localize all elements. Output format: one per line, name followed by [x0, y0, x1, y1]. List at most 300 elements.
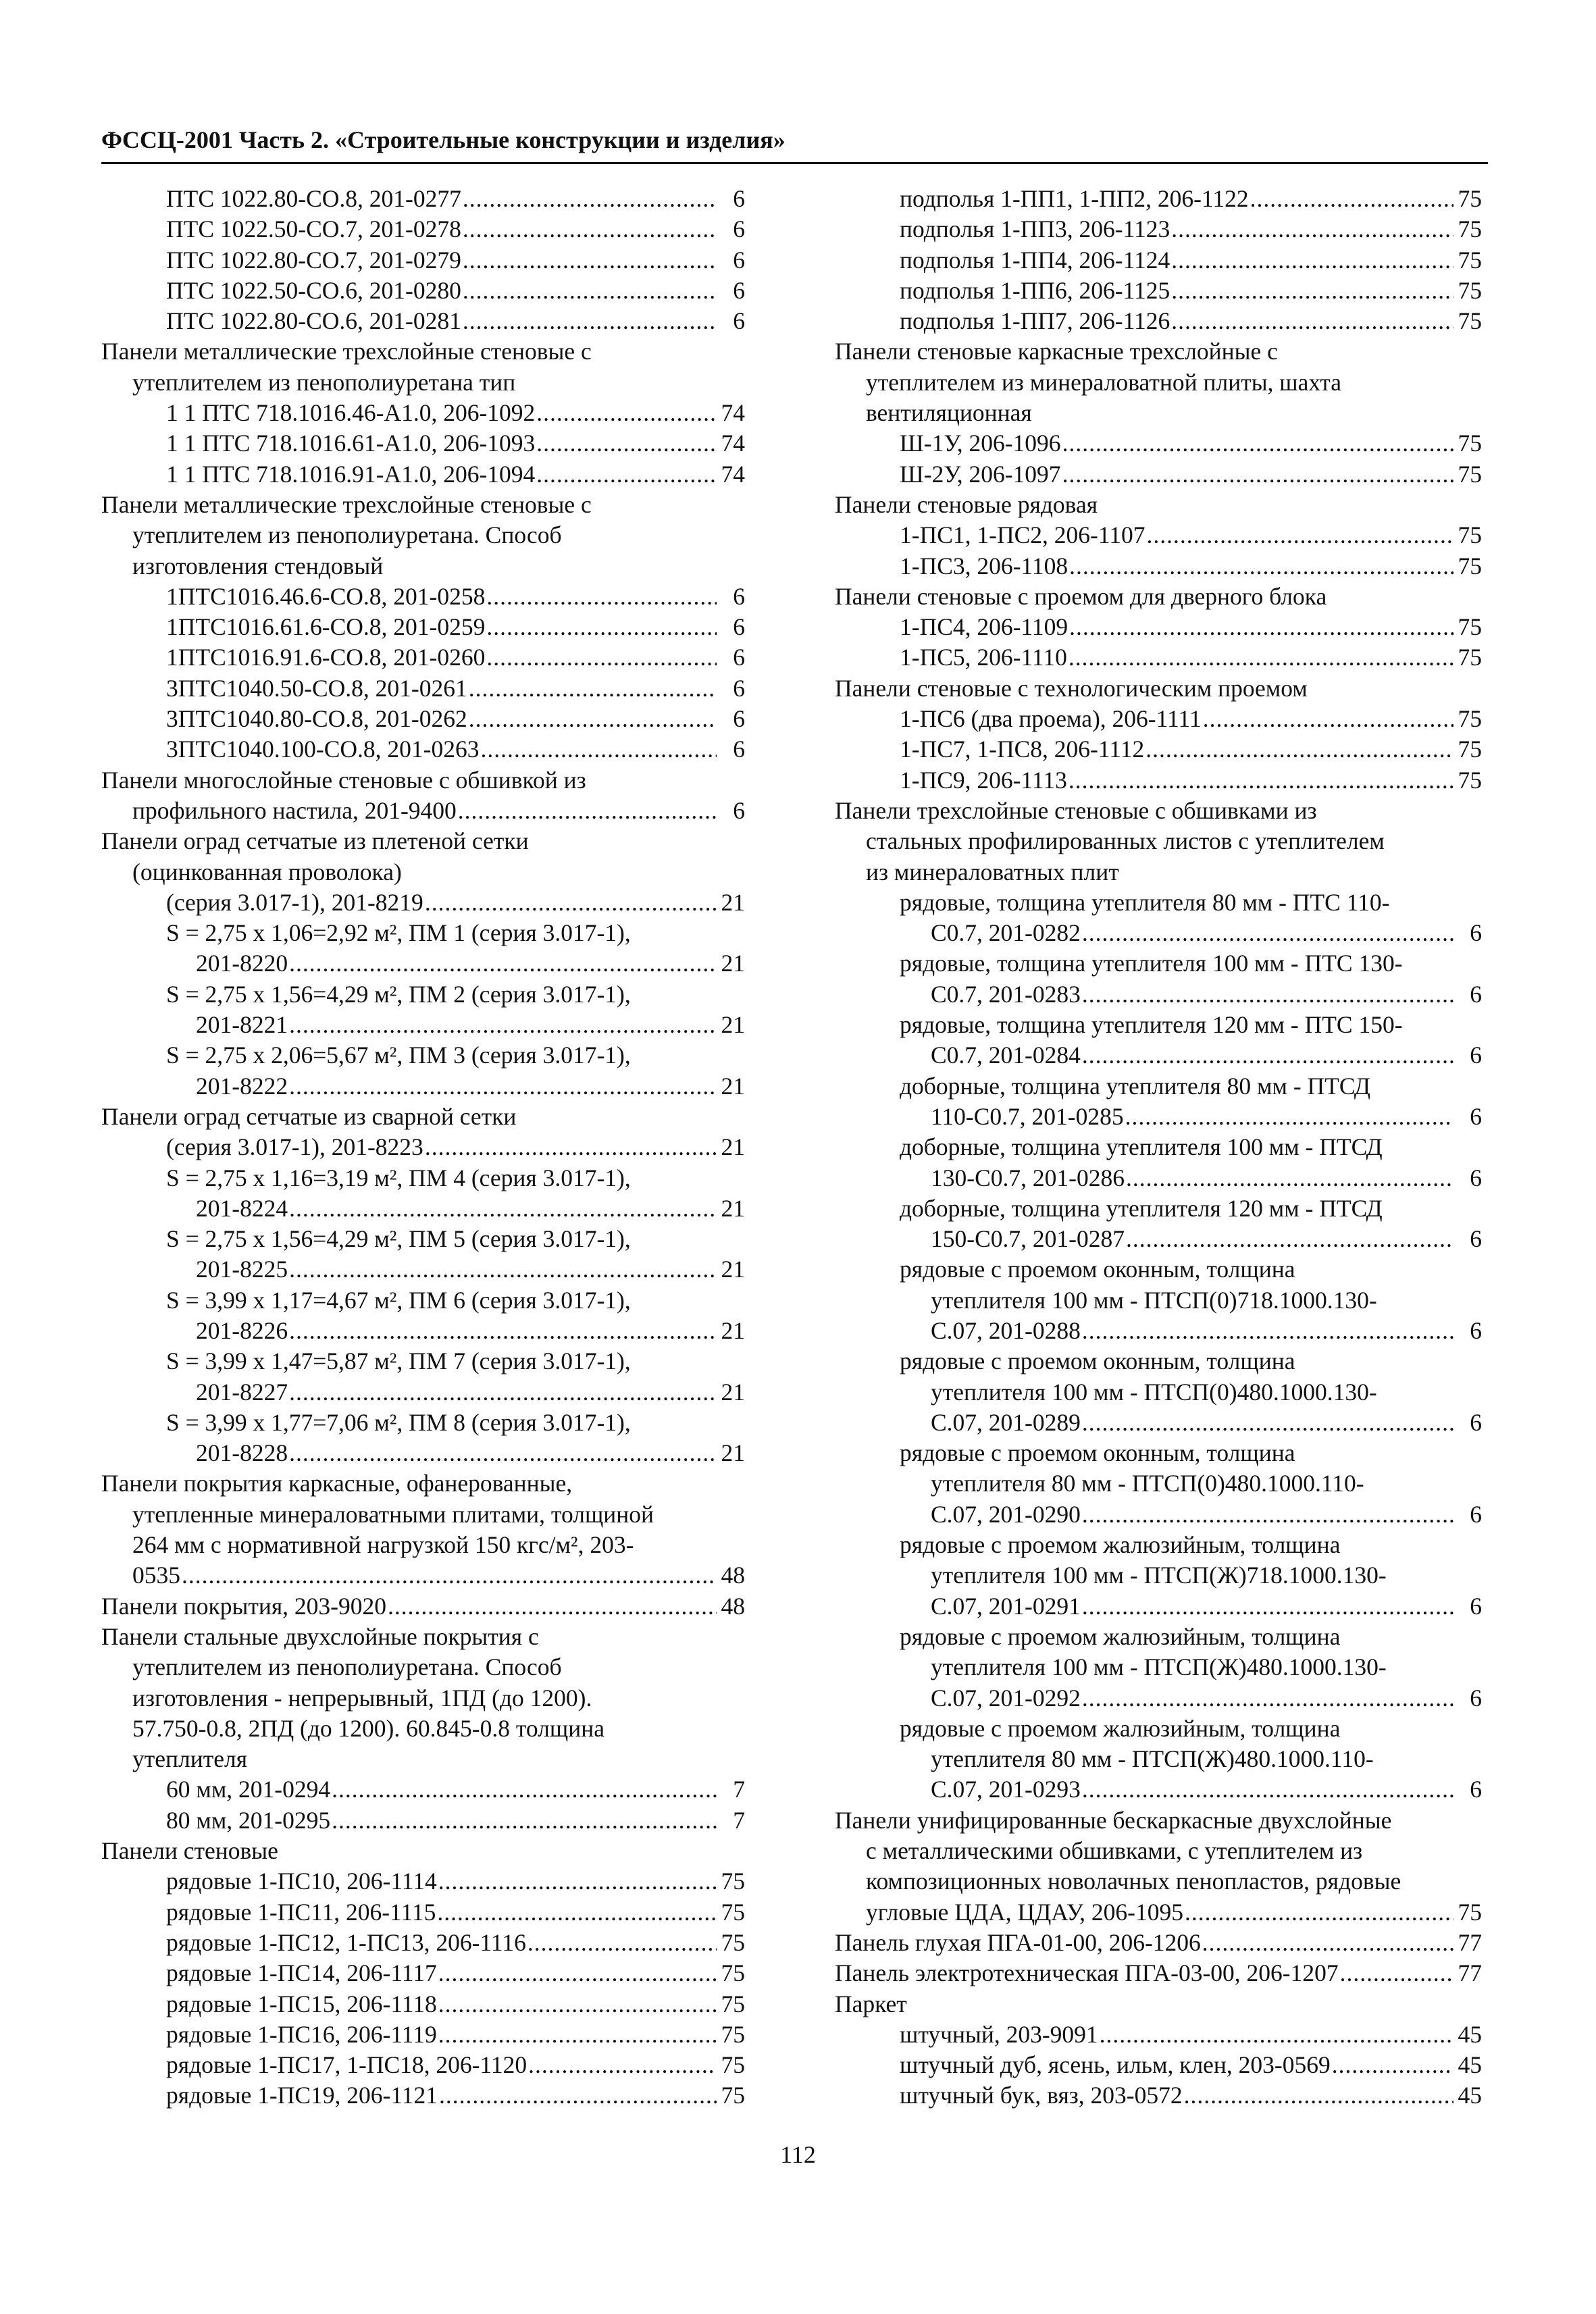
- dot-leader: [1171, 306, 1453, 336]
- index-entry: [101, 1071, 745, 1102]
- entry-text: 264 мм с нормативной нагрузкой 150 кгс/м², 203-: [132, 1531, 634, 1559]
- entry-text: 201-8227: [196, 1378, 288, 1406]
- entry-text: С.07, 201-0292: [931, 1684, 1081, 1712]
- entry-text: рядовые 1-ПС12, 1-ПС13, 206-1116: [166, 1928, 526, 1956]
- entry-text: S = 2,75 х 1,56=4,29 м², ПМ 5 (серия 3.017-1),: [166, 1225, 631, 1253]
- entry-text: рядовые 1-ПС11, 206-1115: [166, 1898, 436, 1926]
- index-heading: [835, 796, 1482, 826]
- dot-leader: [425, 888, 717, 918]
- entry-text: штучный дуб, ясень, ильм, клен, 203-0569: [900, 2051, 1331, 2079]
- page-ref: 21: [721, 1256, 745, 1283]
- dot-leader: [463, 245, 717, 276]
- index-heading: [835, 1346, 1482, 1377]
- entry-text: 1ПТС1016.61.6-СО.8, 201-0259: [166, 613, 486, 641]
- page-ref: 74: [721, 430, 745, 457]
- index-entry: [835, 1316, 1482, 1346]
- dot-leader: [463, 276, 717, 306]
- entry-text: Панель электротехническая ПГА-03-00, 206-1207: [835, 1959, 1339, 1987]
- page-ref: 75: [721, 1990, 745, 2017]
- entry-text: подполья 1-ПП3, 206-1123: [900, 215, 1170, 243]
- entry-text: ПТС 1022.50-СО.6, 201-0280: [166, 276, 461, 304]
- dot-leader: [1069, 642, 1453, 673]
- dot-leader: [1082, 1591, 1453, 1622]
- index-entry: [835, 1897, 1482, 1928]
- page-ref: 75: [721, 1928, 745, 1956]
- dot-leader: [289, 1193, 717, 1224]
- dot-leader: [458, 796, 717, 826]
- entry-text: 60 мм, 201-0294: [166, 1776, 331, 1803]
- entry-text: 201-8220: [196, 950, 288, 977]
- index-entry: [101, 612, 745, 642]
- index-column-right: [835, 184, 1482, 2111]
- index-entry: [835, 765, 1482, 796]
- index-entry: [101, 1377, 745, 1408]
- dot-leader: [437, 1897, 717, 1928]
- entry-text: с металлическими обшивками, с утеплителем из: [866, 1837, 1363, 1865]
- page-ref: 75: [1458, 552, 1482, 580]
- index-entry: [101, 1254, 745, 1285]
- index-heading: [835, 1622, 1482, 1652]
- dot-leader: [182, 1560, 717, 1591]
- index-entry: [101, 1989, 745, 2020]
- entry-text: композиционных новолачных пенопластов, рядовые: [866, 1868, 1401, 1895]
- entry-text: S = 2,75 х 2,06=5,67 м², ПМ 3 (серия 3.017-1),: [166, 1042, 631, 1069]
- entry-text: Панели многослойные стеновые с обшивкой из: [101, 766, 586, 794]
- entry-text: рядовые 1-ПС19, 206-1121: [166, 2082, 438, 2109]
- header-rule: [101, 162, 1488, 164]
- index-heading: [101, 490, 745, 520]
- page-ref: 6: [733, 736, 745, 763]
- page-ref: 75: [721, 1898, 745, 1926]
- page-ref: 21: [721, 950, 745, 977]
- index-entry: [101, 888, 745, 918]
- dot-leader: [1171, 214, 1453, 245]
- index-heading: [101, 520, 745, 550]
- dot-leader: [1082, 1499, 1453, 1530]
- entry-text: 1ПТС1016.91.6-СО.8, 201-0260: [166, 644, 486, 671]
- page-ref: 48: [721, 1592, 745, 1620]
- dot-leader: [463, 306, 717, 336]
- dot-leader: [469, 673, 717, 704]
- entry-text: изготовления стендовый: [132, 552, 384, 580]
- index-heading: [835, 490, 1482, 520]
- index-heading: [835, 1010, 1482, 1040]
- dot-leader: [1340, 1958, 1453, 1988]
- page-number: 112: [780, 2141, 816, 2168]
- dot-leader: [438, 1958, 717, 1988]
- index-entry: [101, 1591, 745, 1622]
- dot-leader: [1069, 612, 1453, 642]
- entry-text: из минераловатных плит: [866, 858, 1119, 885]
- index-heading: [101, 1346, 745, 1377]
- index-entry: [101, 1132, 745, 1162]
- entry-text: рядовые 1-ПС10, 206-1114: [166, 1868, 437, 1895]
- index-entry: [835, 2020, 1482, 2050]
- page-ref: 75: [1458, 766, 1482, 794]
- index-heading: [835, 948, 1482, 979]
- page-ref: 77: [1458, 1959, 1482, 1987]
- entry-text: утеплителем из пенополиуретана тип: [132, 368, 516, 396]
- entry-text: утеплителя 100 мм - ПТСП(Ж)480.1000.130-: [931, 1653, 1387, 1681]
- entry-text: утеплителя: [132, 1745, 248, 1773]
- dot-leader: [1250, 184, 1453, 214]
- entry-text: подполья 1-ПП6, 206-1125: [900, 276, 1170, 304]
- index-entry: [835, 245, 1482, 276]
- page-ref: 74: [721, 399, 745, 427]
- entry-text: 201-8228: [196, 1439, 288, 1467]
- index-heading: [835, 1468, 1482, 1499]
- entry-text: Панель глухая ПГА-01-00, 206-1206: [835, 1928, 1201, 1956]
- entry-text: Панели металлические трехслойные стеновые с: [101, 490, 592, 518]
- dot-leader: [469, 704, 717, 734]
- dot-leader: [438, 2020, 717, 2050]
- dot-leader: [289, 1254, 717, 1285]
- index-heading: [101, 336, 745, 367]
- index-heading: [835, 1438, 1482, 1468]
- page-ref: 6: [733, 674, 745, 702]
- page-ref: 21: [721, 1378, 745, 1406]
- index-entry: [101, 1010, 745, 1040]
- dot-leader: [528, 2050, 717, 2080]
- dot-leader: [425, 1132, 717, 1162]
- dot-leader: [289, 1010, 717, 1040]
- page-ref: 21: [721, 1316, 745, 1344]
- index-heading: [835, 888, 1482, 918]
- entry-text: Панели трехслойные стеновые с обшивками из: [835, 796, 1317, 824]
- entry-text: изготовления - непрерывный, 1ПД (до 1200).: [132, 1684, 592, 1712]
- index-heading: [101, 826, 745, 856]
- index-heading: [101, 1408, 745, 1438]
- index-entry: [101, 1560, 745, 1591]
- entry-text: 1-ПС9, 206-1113: [900, 766, 1067, 794]
- dot-leader: [332, 1805, 717, 1836]
- index-entry: [101, 398, 745, 428]
- index-heading: [101, 918, 745, 948]
- index-heading: [835, 582, 1482, 612]
- entry-text: стальных профилированных листов с утеплителем: [866, 827, 1385, 855]
- entry-text: ПТС 1022.80-СО.6, 201-0281: [166, 307, 461, 335]
- index-heading: [101, 1714, 745, 1744]
- dot-leader: [486, 612, 717, 642]
- entry-text: Панели унифицированные бескаркасные двухслойные: [835, 1806, 1392, 1834]
- page-ref: 48: [721, 1562, 745, 1589]
- entry-text: доборные, толщина утеплителя 80 мм - ПТСД: [900, 1072, 1370, 1100]
- entry-text: Панели оград сетчатые из плетеной сетки: [101, 827, 529, 855]
- index-heading: [101, 367, 745, 398]
- entry-text: рядовые 1-ПС14, 206-1117: [166, 1959, 437, 1987]
- entry-text: рядовые, толщина утеплителя 100 мм - ПТС 130-: [900, 950, 1403, 977]
- entry-text: утеплителем из пенополиуретана. Способ: [132, 521, 562, 549]
- index-entry: [835, 1683, 1482, 1714]
- index-heading: [101, 765, 745, 796]
- index-heading: [835, 336, 1482, 367]
- index-heading: [835, 1530, 1482, 1560]
- page-ref: 77: [1458, 1928, 1482, 1956]
- index-entry: [101, 1958, 745, 1988]
- entry-text: рядовые, толщина утеплителя 120 мм - ПТС 150-: [900, 1011, 1403, 1039]
- entry-text: подполья 1-ПП4, 206-1124: [900, 246, 1170, 274]
- index-entry: [835, 306, 1482, 336]
- entry-text: Панели стальные двухслойные покрытия с: [101, 1622, 539, 1650]
- page-ref: 75: [1458, 644, 1482, 671]
- page-ref: 75: [1458, 613, 1482, 641]
- dot-leader: [1062, 459, 1453, 490]
- index-heading: [835, 673, 1482, 704]
- page-ref: 21: [721, 1133, 745, 1161]
- entry-text: утеплителя 100 мм - ПТСП(0)480.1000.130-: [931, 1378, 1377, 1406]
- page-ref: 7: [733, 1776, 745, 1803]
- entry-text: 130-С0.7, 201-0286: [931, 1164, 1125, 1191]
- index-entry: [101, 948, 745, 979]
- index-entry: [835, 704, 1482, 734]
- entry-text: Панели металлические трехслойные стеновые с: [101, 338, 592, 365]
- index-entry: [101, 1866, 745, 1897]
- page-ref: 75: [1458, 185, 1482, 212]
- page-ref: 6: [733, 644, 745, 671]
- index-entry: [101, 1928, 745, 1958]
- entry-text: 3ПТС1040.80-СО.8, 201-0262: [166, 705, 467, 733]
- index-entry: [101, 2080, 745, 2111]
- index-entry: [101, 2020, 745, 2050]
- index-heading: [835, 1836, 1482, 1866]
- dot-leader: [486, 582, 717, 612]
- index-entry: [835, 1591, 1482, 1622]
- entry-text: 80 мм, 201-0295: [166, 1806, 331, 1834]
- index-entry: [101, 306, 745, 336]
- index-entry: [835, 1774, 1482, 1805]
- index-heading: [101, 1468, 745, 1499]
- index-entry: [835, 2080, 1482, 2111]
- entry-text: рядовые 1-ПС17, 1-ПС18, 206-1120: [166, 2051, 527, 2079]
- entry-text: подполья 1-ПП7, 206-1126: [900, 307, 1170, 335]
- page-ref: 6: [733, 796, 745, 824]
- index-entry: [101, 1774, 745, 1805]
- entry-text: рядовые с проемом оконным, толщина: [900, 1439, 1295, 1467]
- index-heading: [101, 1163, 745, 1193]
- index-heading: [101, 1836, 745, 1866]
- entry-text: рядовые с проемом оконным, толщина: [900, 1256, 1295, 1283]
- index-entry: [101, 704, 745, 734]
- dot-leader: [1171, 245, 1453, 276]
- index-entry: [835, 1408, 1482, 1438]
- index-heading: [835, 1132, 1482, 1162]
- dot-leader: [463, 214, 717, 245]
- dot-leader: [1082, 918, 1453, 948]
- index-entry: [101, 642, 745, 673]
- entry-text: рядовые 1-ПС15, 206-1118: [166, 1990, 437, 2017]
- entry-text: С.07, 201-0290: [931, 1500, 1081, 1528]
- index-heading: [835, 826, 1482, 856]
- index-entry: [835, 642, 1482, 673]
- page-ref: 75: [1458, 1898, 1482, 1926]
- index-entry: [835, 918, 1482, 948]
- entry-text: угловые ЦДА, ЦДАУ, 206-1095: [866, 1898, 1183, 1926]
- index-entry: [101, 428, 745, 459]
- page-ref: 6: [733, 215, 745, 243]
- index-entry: [101, 1805, 745, 1836]
- page-ref: 75: [1458, 276, 1482, 304]
- page-ref: 6: [1470, 1225, 1482, 1253]
- index-entry: [835, 551, 1482, 582]
- index-heading: [835, 1560, 1482, 1591]
- index-entry: [101, 1316, 745, 1346]
- index-heading: [835, 1652, 1482, 1682]
- index-entry: [835, 2050, 1482, 2080]
- entry-text: Ш-1У, 206-1096: [900, 430, 1061, 457]
- entry-text: Панели покрытия, 203-9020: [101, 1592, 386, 1620]
- entry-text: ПТС 1022.80-СО.8, 201-0277: [166, 185, 461, 212]
- dot-leader: [1126, 1224, 1453, 1254]
- entry-text: 1-ПС4, 206-1109: [900, 613, 1069, 641]
- dot-leader: [1069, 765, 1453, 796]
- entry-text: С.07, 201-0293: [931, 1776, 1081, 1803]
- index-entry: [101, 1193, 745, 1224]
- index-heading: [835, 1254, 1482, 1285]
- entry-text: Паркет: [835, 1990, 907, 2017]
- entry-text: С0.7, 201-0284: [931, 1042, 1081, 1069]
- index-entry: [101, 1438, 745, 1468]
- entry-text: рядовые с проемом жалюзийным, толщина: [900, 1622, 1341, 1650]
- entry-text: 110-С0.7, 201-0285: [931, 1102, 1124, 1130]
- dot-leader: [1185, 1897, 1453, 1928]
- index-entry: [835, 612, 1482, 642]
- dot-leader: [289, 1438, 717, 1468]
- page-ref: 6: [1470, 1408, 1482, 1436]
- entry-text: 1 1 ПТС 718.1016.46-А1.0, 206-1092: [166, 399, 536, 427]
- entry-text: рядовые с проемом жалюзийным, толщина: [900, 1714, 1341, 1742]
- entry-text: S = 2,75 х 1,56=4,29 м², ПМ 2 (серия 3.017-1),: [166, 980, 631, 1008]
- page-ref: 75: [721, 1959, 745, 1987]
- page-ref: 6: [1470, 1776, 1482, 1803]
- index-entry: [101, 276, 745, 306]
- index-entry: [835, 734, 1482, 765]
- index-entry: [835, 276, 1482, 306]
- index-heading: [101, 1530, 745, 1560]
- entry-text: 3ПТС1040.100-СО.8, 201-0263: [166, 736, 480, 763]
- page-ref: 75: [1458, 460, 1482, 488]
- index-entry: [101, 245, 745, 276]
- entry-text: 1-ПС3, 206-1108: [900, 552, 1069, 580]
- index-heading: [101, 1224, 745, 1254]
- page-ref: 6: [1470, 1042, 1482, 1069]
- entry-text: рядовые, толщина утеплителя 80 мм - ПТС 110-: [900, 888, 1390, 916]
- dot-leader: [1082, 1316, 1453, 1346]
- entry-text: профильного настила, 201-9400: [132, 796, 457, 824]
- entry-text: 1ПТС1016.46.6-СО.8, 201-0258: [166, 582, 486, 610]
- entry-text: S = 2,75 х 1,06=2,92 м², ПМ 1 (серия 3.017-1),: [166, 919, 631, 947]
- index-heading: [835, 1805, 1482, 1836]
- entry-text: утеплителя 80 мм - ПТСП(0)480.1000.110-: [931, 1470, 1364, 1497]
- page-ref: 75: [721, 1868, 745, 1895]
- entry-text: Панели стеновые с технологическим проемом: [835, 674, 1308, 702]
- entry-text: Панели оград сетчатые из сварной сетки: [101, 1102, 517, 1130]
- entry-text: 1 1 ПТС 718.1016.61-А1.0, 206-1093: [166, 430, 536, 457]
- index-heading: [101, 1040, 745, 1071]
- page-ref: 75: [1458, 215, 1482, 243]
- index-heading: [835, 1744, 1482, 1774]
- index-heading: [835, 367, 1482, 398]
- index-entry: [835, 1224, 1482, 1254]
- index-entry: [835, 184, 1482, 214]
- entry-text: С.07, 201-0291: [931, 1592, 1081, 1620]
- page-ref: 75: [721, 2082, 745, 2109]
- entry-text: утеплителя 80 мм - ПТСП(Ж)480.1000.110-: [931, 1745, 1374, 1773]
- entry-text: Панели стеновые с проемом для дверного блока: [835, 582, 1327, 610]
- page-ref: 6: [1470, 1592, 1482, 1620]
- index-heading: [835, 857, 1482, 888]
- entry-text: 201-8221: [196, 1011, 288, 1039]
- entry-text: 201-8222: [196, 1072, 288, 1100]
- entry-text: 201-8226: [196, 1316, 288, 1344]
- entry-text: S = 3,99 х 1,17=4,67 м², ПМ 6 (серия 3.017-1),: [166, 1286, 631, 1314]
- index-entry: [835, 214, 1482, 245]
- page-ref: 21: [721, 1011, 745, 1039]
- page-ref: 7: [733, 1806, 745, 1834]
- entry-text: ПТС 1022.80-СО.7, 201-0279: [166, 246, 461, 274]
- dot-leader: [1082, 1040, 1453, 1071]
- index-heading: [101, 1285, 745, 1316]
- entry-text: 57.750-0.8, 2ПД (до 1200). 60.845-0.8 толщина: [132, 1714, 604, 1742]
- entry-text: Панели стеновые рядовая: [835, 490, 1098, 518]
- dot-leader: [289, 1377, 717, 1408]
- entry-text: S = 2,75 х 1,16=3,19 м², ПМ 4 (серия 3.017-1),: [166, 1164, 631, 1191]
- entry-text: Панели покрытия каркасные, офанерованные,: [101, 1470, 573, 1497]
- dot-leader: [1147, 520, 1453, 550]
- index-heading: [101, 551, 745, 582]
- index-entry: [835, 1102, 1482, 1132]
- index-entry: [835, 428, 1482, 459]
- entry-text: 1-ПС1, 1-ПС2, 206-1107: [900, 521, 1145, 549]
- page-ref: 6: [733, 276, 745, 304]
- dot-leader: [1184, 2080, 1453, 2111]
- dot-leader: [1332, 2050, 1453, 2080]
- dot-leader: [289, 948, 717, 979]
- entry-text: С0.7, 201-0282: [931, 919, 1081, 947]
- page-ref: 6: [1470, 980, 1482, 1008]
- page-ref: 6: [733, 307, 745, 335]
- page-ref: 75: [721, 2051, 745, 2079]
- entry-text: рядовые 1-ПС16, 206-1119: [166, 2020, 437, 2048]
- page-ref: 6: [733, 705, 745, 733]
- dot-leader: [438, 1989, 717, 2020]
- entry-text: доборные, толщина утеплителя 100 мм - ПТСД: [900, 1133, 1383, 1161]
- dot-leader: [438, 1866, 717, 1897]
- dot-leader: [1062, 428, 1453, 459]
- entry-text: S = 3,99 х 1,77=7,06 м², ПМ 8 (серия 3.017-1),: [166, 1408, 631, 1436]
- entry-text: 201-8224: [196, 1194, 288, 1222]
- entry-text: рядовые с проемом жалюзийным, толщина: [900, 1531, 1341, 1559]
- page-ref: 6: [733, 185, 745, 212]
- page-ref: 75: [1458, 705, 1482, 733]
- index-entry: [101, 214, 745, 245]
- page-ref: 75: [1458, 246, 1482, 274]
- dot-leader: [536, 428, 717, 459]
- entry-text: доборные, толщина утеплителя 120 мм - ПТСД: [900, 1194, 1383, 1222]
- entry-text: С.07, 201-0288: [931, 1316, 1081, 1344]
- index-heading: [101, 1652, 745, 1682]
- page-ref: 6: [733, 246, 745, 274]
- dot-leader: [1203, 704, 1453, 734]
- entry-text: (серия 3.017-1), 201-8223: [166, 1133, 423, 1161]
- entry-text: подполья 1-ПП1, 1-ПП2, 206-1122: [900, 185, 1249, 212]
- entry-text: 1 1 ПТС 718.1016.91-А1.0, 206-1094: [166, 460, 536, 488]
- index-entry: [101, 1897, 745, 1928]
- page-ref: 45: [1458, 2020, 1482, 2048]
- index-entry: [101, 796, 745, 826]
- dot-leader: [1069, 551, 1453, 582]
- entry-text: утеплителя 100 мм - ПТСП(Ж)718.1000.130-: [931, 1562, 1387, 1589]
- entry-text: утеплителем из пенополиуретана. Способ: [132, 1653, 562, 1681]
